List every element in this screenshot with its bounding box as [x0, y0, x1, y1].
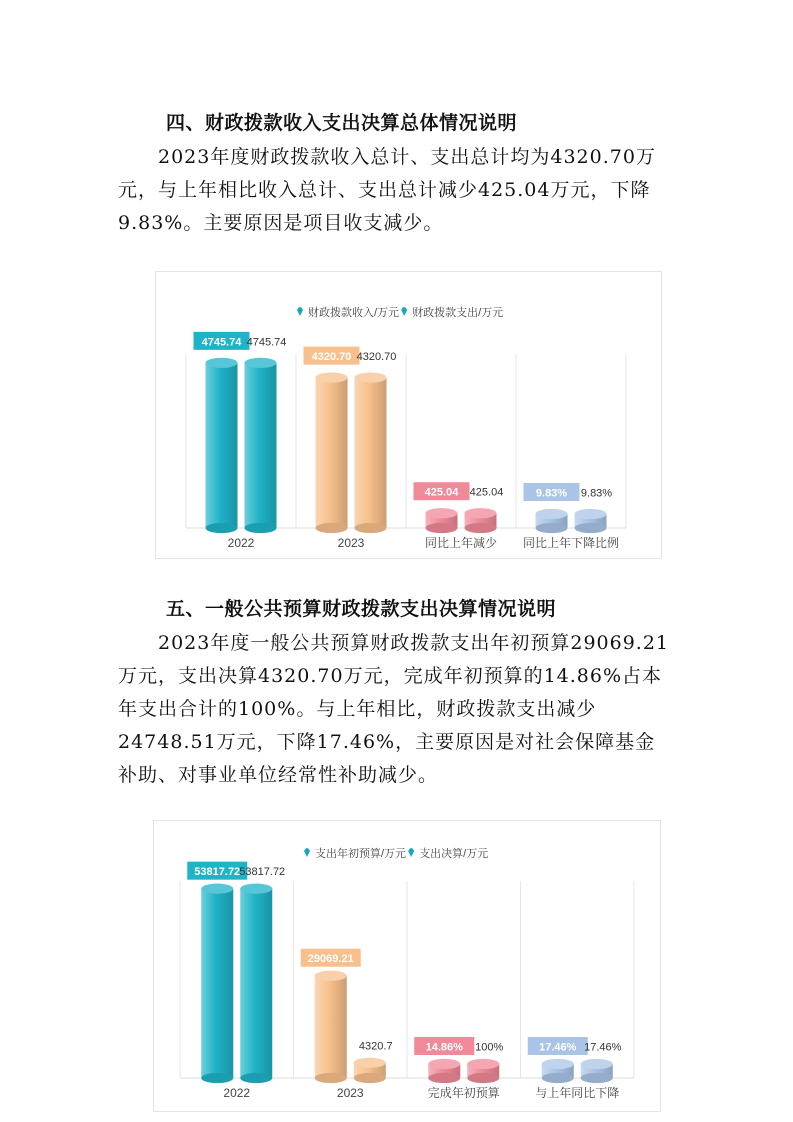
data-label: 100%	[475, 1041, 504, 1054]
x-tick-label: 同比上年下降比例	[522, 536, 620, 550]
chart0-svg	[156, 272, 661, 558]
section4-heading: 四、财政拨款收入支出决算总体情况说明	[166, 112, 518, 134]
data-label: 4320.70	[356, 351, 397, 364]
data-label: 53817.72	[239, 866, 286, 879]
data-label: 14.86%	[425, 1041, 463, 1054]
data-label: 17.46%	[539, 1041, 577, 1054]
legend-item-1-1	[408, 846, 488, 860]
x-tick-label: 与上年同比下降	[535, 1086, 620, 1100]
data-label: 9.83%	[535, 487, 568, 500]
legend-marker-icon	[304, 848, 310, 857]
section5-heading: 五、一般公共预算财政拨款支出决算情况说明	[166, 598, 557, 620]
x-tick-label: 完成年初预算	[427, 1086, 500, 1100]
legend-label: 财政拨款支出/万元	[412, 307, 504, 319]
legend-marker-icon	[408, 848, 414, 857]
legend-item-0-1	[401, 305, 503, 319]
legend-label: 支出年初预算/万元	[315, 848, 407, 860]
bar-0-1-0	[245, 358, 277, 533]
data-label: 4745.74	[201, 336, 242, 349]
x-tick-label: 同比上年减少	[424, 536, 498, 550]
legend-marker-icon	[297, 307, 303, 316]
bar-1-0-3	[542, 1059, 574, 1083]
data-label: 17.46%	[584, 1041, 622, 1054]
legend-label: 财政拨款收入/万元	[308, 307, 400, 319]
bar-0-0-0	[206, 358, 238, 533]
bar-0-0-3	[536, 509, 568, 533]
bar-1-0-2	[428, 1059, 460, 1083]
x-tick-label: 2023	[336, 1086, 364, 1100]
chart-budget-spending	[153, 820, 661, 1112]
data-label: 425.04	[424, 486, 459, 499]
bar-0-1-1	[355, 373, 387, 534]
legend-marker-icon	[401, 307, 407, 316]
bar-1-0-1	[315, 971, 347, 1084]
chart1-svg	[154, 821, 660, 1111]
bar-1-0-0	[201, 884, 233, 1084]
bar-0-1-3	[575, 509, 607, 533]
data-label: 4745.74	[246, 336, 287, 349]
x-tick-label: 2022	[223, 1086, 251, 1100]
bar-1-1-2	[467, 1059, 499, 1083]
data-label: 4320.70	[311, 351, 352, 364]
legend-item-1-0	[304, 846, 406, 860]
bar-0-1-2	[465, 508, 497, 533]
x-tick-label: 2023	[337, 536, 365, 550]
x-tick-label: 2022	[227, 536, 255, 550]
legend-item-0-0	[297, 305, 399, 319]
bar-0-0-2	[426, 508, 458, 533]
bar-1-1-3	[581, 1059, 613, 1083]
bar-1-1-0	[240, 884, 272, 1084]
data-label: 4320.7	[358, 1040, 393, 1053]
section5-paragraph: 2023年度一般公共预算财政拨款支出年初预算29069.21万元，支出决算4320.70万元，完成年初预算的14.86%占本年支出合计的100%。与上年相比，财政拨款支出减少24748.51万元，下降17.46%，主要原因是对社会保障基金补助、对事业单位经常性补助减少。	[118, 632, 670, 786]
data-label: 53817.72	[194, 866, 241, 879]
chart-income-expense	[155, 271, 662, 559]
section4-paragraph: 2023年度财政拨款收入总计、支出总计均为4320.70万元，与上年相比收入总计、支出总计减少425.04万元，下降9.83%。主要原因是项目收支减少。	[118, 146, 656, 234]
data-label: 29069.21	[307, 953, 354, 966]
data-label: 9.83%	[580, 487, 613, 500]
data-label: 425.04	[469, 486, 504, 499]
legend-label: 支出决算/万元	[419, 848, 489, 860]
bar-1-1-1	[354, 1058, 386, 1083]
bar-0-0-1	[316, 373, 348, 534]
